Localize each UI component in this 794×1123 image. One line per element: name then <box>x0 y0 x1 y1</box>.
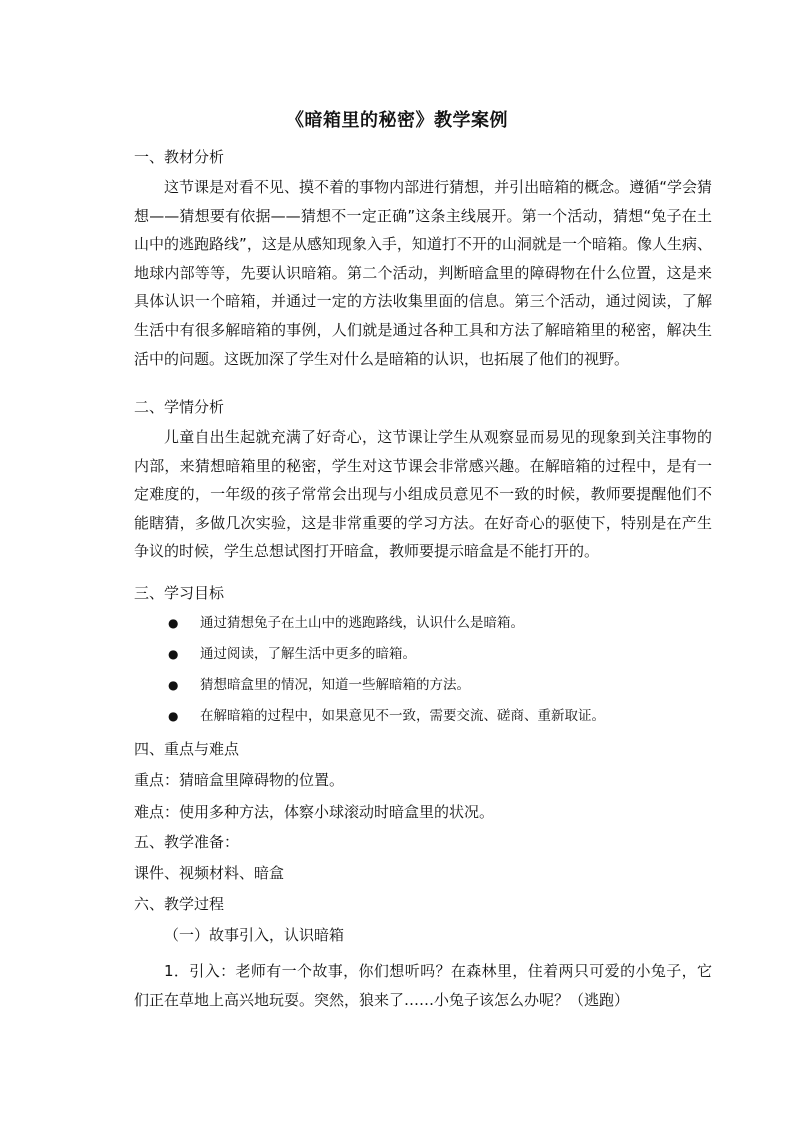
list-item <box>168 705 728 736</box>
key-point-text: 重点：猜暗盒里障碍物的位置。 <box>134 771 345 789</box>
list-item <box>168 612 728 643</box>
bullet-icon: ● <box>168 647 179 661</box>
section-heading-preparation: 五、教学准备： <box>134 833 240 851</box>
list-item-text: 猜想暗盒里的情况，知道一些解暗箱的方法。 <box>200 677 470 693</box>
difficulty-text: 难点：使用多种方法，体察小球滚动时暗盒里的状况。 <box>134 803 495 821</box>
list-item-text: 在解暗箱的过程中，如果意见不一致，需要交流、磋商、重新取证。 <box>200 708 605 724</box>
list-item <box>168 674 728 705</box>
section-heading-key-difficulty: 四、重点与难点 <box>134 740 240 758</box>
process-step-1: 1．引入：老师有一个故事，你们想听吗？在森林里，住着两只可爱的小兔子，它们正在草地上高兴地玩耍。突然，狼来了……小兔子该怎么办呢？（逃跑） <box>134 962 712 1009</box>
section-heading-textbook-analysis: 一、教材分析 <box>134 148 225 166</box>
paragraph-student-analysis: 儿童自出生起就充满了好奇心，这节课让学生从观察显而易见的现象到关注事物的内部，来猜想暗箱里的秘密，学生对这节课会非常感兴趣。在解暗箱的过程中，是有一定难度的，一年级的孩子常常会出现与小组成员意见不一致的时候，教师要提醒他们不能瞎猜，多做几次实验，这是非常重要的学习方法。在好奇心的驱使下，特别是在产生争议的时候，学生总想试图打开暗盒，教师要提示暗盒是不能打开的。 <box>134 428 712 561</box>
bullet-icon: ● <box>168 709 179 723</box>
page-title: 《暗箱里的秘密》教学案例 <box>286 110 508 131</box>
bullet-icon: ● <box>168 678 179 692</box>
list-item-text: 通过猜想兔子在土山中的逃跑路线，认识什么是暗箱。 <box>200 615 524 631</box>
section-heading-learning-goals: 三、学习目标 <box>134 584 225 602</box>
bullet-icon: ● <box>168 616 179 630</box>
paragraph-textbook-analysis: 这节课是对看不见、摸不着的事物内部进行猜想，并引出暗箱的概念。遵循“学会猜想——猜想要有依据——猜想不一定正确”这条主线展开。第一个活动，猜想“兔子在土山中的逃跑路线”，这是从感知现象入手，知道打不开的山洞就是一个暗箱。像人生病、地球内部等等，先要认识暗箱。第二个活动，判断暗盒里的障碍物在什么位置，这是来具体认识一个暗箱，并通过一定的方法收集里面的信息。第三个活动，通过阅读，了解生活中有很多解暗箱的事例，人们就是通过各种工具和方法了解暗箱里的秘密，解决生活中的问题。这既加深了学生对什么是暗箱的认识，也拓展了他们的视野。 <box>134 178 712 368</box>
subsection-heading-story-intro: （一）故事引入，认识暗箱 <box>164 926 345 944</box>
list-item-text: 通过阅读，了解生活中更多的暗箱。 <box>200 646 416 662</box>
preparation-text: 课件、视频材料、暗盒 <box>134 864 285 882</box>
list-item <box>168 643 728 674</box>
section-heading-student-analysis: 二、学情分析 <box>134 398 225 416</box>
section-heading-teaching-process: 六、教学过程 <box>134 895 225 913</box>
learning-goals-list <box>168 612 728 736</box>
